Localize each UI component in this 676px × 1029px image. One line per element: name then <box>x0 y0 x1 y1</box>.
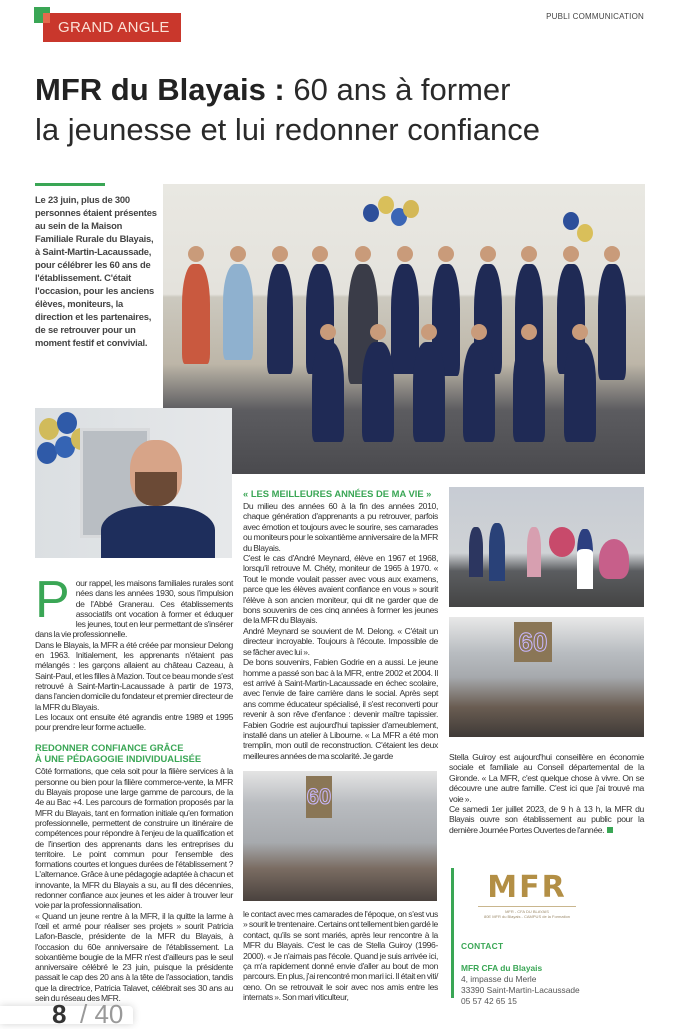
person <box>577 529 593 589</box>
mfr-logo <box>472 872 582 919</box>
sixty-banner: 60 <box>306 776 332 818</box>
balloon-icon <box>39 418 59 440</box>
section-tag <box>43 13 181 42</box>
article-column-3 <box>449 752 644 835</box>
section-heading <box>35 742 233 764</box>
ceremony-photo <box>449 487 644 607</box>
section-heading-line1: REDONNER CONFIANCE GRÂCE <box>35 742 184 754</box>
publi-communication-label: PUBLI COMMUNICATION <box>546 12 644 21</box>
section-heading-line2: À UNE PÉDAGOGIE INDIVIDUALISÉE <box>35 753 202 765</box>
end-mark-icon <box>607 827 613 833</box>
page-title <box>35 70 655 150</box>
section-heading: « LES MEILLEURES ANNÉES DE MA VIE » <box>243 488 432 499</box>
section-tag-label: GRAND ANGLE <box>58 19 170 36</box>
logo-subtitle: MFR - CFA DU BLAYAIS <box>505 909 549 914</box>
intro-accent-bar <box>35 183 105 186</box>
contact-heading: CONTACT <box>461 941 504 951</box>
article-column-2 <box>243 488 438 761</box>
paragraph: Stella Guiroy est aujourd'hui conseillère en économie sociale et familiale au Conseil départemental de la Gironde. « La MFR, c'est quelque chose à vivre. On se découvre une autre famille. C'est ici que j'ai trouvé ma voie ». <box>449 752 644 804</box>
paragraph: De bons souvenirs, Fabien Godrie en a aussi. Le jeune homme a passé son bac à la MFR, entre 2002 et 2004. Il est arrivé à Saint-Martin-Lacaussade en échec scolaire, avec l'envie de faire carrière dans le social. Après sept ans comme éducateur spécialisé, il s'est reconverti pour revenir à son rêve d'enfance : devenir maître tapissier. Fabien Godrie est aujourd'hui tapissier d'ameublement, installé dans un atelier à Libourne. « La MFR a été mon tremplin, mon outil de reconstruction. C'étaient les deux meilleures années de ma scolarité. Je garde <box>243 657 438 761</box>
balloon-icon <box>37 442 57 464</box>
paragraph: our rappel, les maisons familiales rurales sont nées dans les années 1930, sous l'impulsion de l'Abbé Granerau. Ces établissements associatifs ont vocation à former et éduquer les jeunes, tout en leur permettant de s'insérer dans la vie professionnelle. <box>35 578 233 640</box>
drop-cap: P <box>35 571 70 629</box>
plant <box>599 539 629 579</box>
person <box>527 527 541 577</box>
paragraph: André Meynard se souvient de M. Delong. « C'était un directeur incroyable. Toujours à l'écoute. Impossible de se fâcher avec lui ». <box>243 625 438 657</box>
balloon-icon <box>363 204 379 222</box>
article-column-2-continued <box>243 909 438 1003</box>
banquet-photo-2 <box>243 771 437 901</box>
balloon-icon <box>577 224 593 242</box>
group-photo <box>163 184 645 474</box>
group-front-row <box>303 324 605 442</box>
person <box>489 523 505 581</box>
person <box>469 527 483 577</box>
contact-name: MFR CFA du Blayais <box>461 963 543 973</box>
logo-wordmark: MFR <box>487 870 567 905</box>
paragraph: « Quand un jeune rentre à la MFR, il la quitte la larme à l'œil et armé pour réaliser ses projets » sourit Patricia Lafon-Bascle, présidente de la MFR du Blayais, à l'occasion du 60e anniversaire de l'établissement. La soixantième bougie de la MFR n'est d'ailleurs pas le seul anniversaire célébré le 23 juin, puisque la présidente passait le cap des 20 ans à la tête de l'association, tandis que la directrice, Patricia Talavet, célébrait ses 30 ans au sein du réseau des MFR. <box>35 910 233 1003</box>
title-bold: MFR du Blayais : <box>35 72 285 107</box>
page-total: / 40 <box>80 999 124 1029</box>
title-line1: 60 ans à former <box>293 72 511 107</box>
page-indicator <box>0 999 133 1029</box>
contact-accent-bar <box>451 868 454 998</box>
logo-tagline: 80E MFR du Blayais - CAMPUS de la Formation <box>483 914 571 919</box>
intro-paragraph: Le 23 juin, plus de 300 personnes étaient présentes au sein de la Maison Familiale Rurale du Blayais, à Saint-Martin-Lacaussade, pour célébrer les 60 ans de l'établissement. C'était l'occasion, pour les anciens élèves, moniteurs, la direction et les partenaires, de se retrouver pour un moment festif et convivial. <box>35 194 157 348</box>
closing-text: Ce samedi 1er juillet 2023, de 9 h à 13 h, la MFR du Blayais ouvre son établissement au public pour la dernière Journée Portes Ouvertes de l'année. <box>449 804 644 835</box>
contact-address-line1: 4, impasse du Merle <box>461 974 537 984</box>
section-tag-corner <box>43 13 50 23</box>
title-line2: la jeunesse et lui redonner confiance <box>35 112 540 147</box>
logo-rule <box>478 906 576 907</box>
contact-phone[interactable]: 05 57 42 65 15 <box>461 996 517 1006</box>
paragraph: Dans le Blayais, la MFR a été créée par monsieur Delong en 1963. Initialement, les apprenants n'étaient pas mélangés : les garçons allaient au château Cazeau, à Saint-Paul, et les filles à Mazion. Tout ce beau monde s'est retrouvé à Saint-Martin-Lacaussade à partir de 1973, dans l'ancien domicile du fondateur et premier directeur de la MFR du Blayais. <box>35 639 233 712</box>
polo-shirt <box>101 506 215 558</box>
article-column-1 <box>35 571 233 1003</box>
sixty-banner: 60 <box>514 622 552 662</box>
banquet-photo <box>449 617 644 737</box>
paragraph: le contact avec mes camarades de l'époque, on s'est vus » sourit le trentenaire. Certains ont tellement bien gardé le contact, qu'ils se sont mariés, après leur rencontre à la MFR du Blayais. C'est le cas de Stella Guiroy (1996-2000). « Je n'aimais pas l'école. Quand je suis arrivée ici, ça m'a rapidement donné envie d'aller au bout de mon parcours. En plus, j'ai rencontré mon mari ici. Il était en viti/œno. On se retrouvait le soir avec nos amis entre les internats ». Son mari viticulteur, <box>243 909 438 1003</box>
paragraph: Côté formations, que cela soit pour la filière services à la personne ou bien pour la filière commerce-vente, la MFR du Blayais propose une large gamme de parcours, de la 4e au Bac +4. Les parcours de formation proposés par la MFR du Blayais, tant en formation initiale qu'en formation professionnelle, permettent de construire un itinéraire de compétences pour répondre à l'enjeu de la qualification et de l'insertion des apprenants dans les entreprises du territoire. Le point commun pour l'ensemble des formations courtes et longues durées de l'établissement ? L'alternance. Grâce à une pédagogie adaptée à chacun et innovante, la MFR du Blayais a su, au fil des décennies, redonner confiance aux jeunes et les aider à trouver leur voie par la professionnalisation. <box>35 766 233 911</box>
balloon-icon <box>563 212 579 230</box>
balloon-icon <box>403 200 419 218</box>
beard <box>135 472 177 506</box>
contact-address-line2: 33390 Saint-Martin-Lacaussade <box>461 985 580 995</box>
paragraph <box>449 804 644 835</box>
page-current: 8 <box>52 999 67 1029</box>
paragraph: Les locaux ont ensuite été agrandis entre 1989 et 1995 pour prendre leur forme actuelle. <box>35 711 233 733</box>
flowers <box>549 527 575 557</box>
paragraph: C'est le cas d'André Meynard, élève en 1967 et 1968, lorsqu'il retrouve M. Chéty, moniteur de 1965 à 1970. « Tout le monde voulait passer avec vous aux examens, parce que les élèves avaient confiance en vous » sourit l'élève à son ancien moniteur, qui dit ne garder que de bons souvenirs de ces cinq années à former les jeunes de la MFR du Blayais. <box>243 553 438 626</box>
paragraph: Du milieu des années 60 à la fin des années 2010, chaque génération d'apprenants a pu retrouver, parfois avec émotion et toujours avec le sourire, ses camarades ou moniteurs pour le soixantième anniversaire de la MFR du Blayais. <box>243 501 438 553</box>
portrait-photo <box>35 408 232 558</box>
